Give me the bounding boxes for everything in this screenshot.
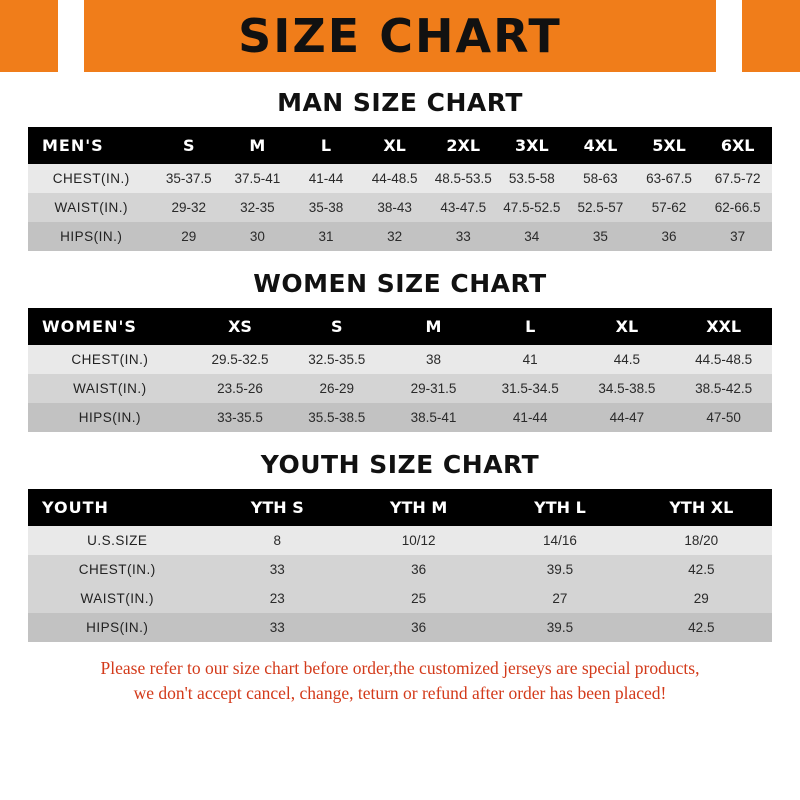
youth-hips-xl: 42.5 bbox=[688, 620, 715, 635]
men-chest-2xl: 48.5-53.5 bbox=[434, 171, 492, 186]
youth-waist-m: 25 bbox=[411, 591, 427, 606]
table-row bbox=[28, 403, 772, 432]
women-chest-xxl: 44.5-48.5 bbox=[695, 352, 753, 367]
women-col-xl: XL bbox=[615, 317, 639, 336]
youth-ussize-m: 10/12 bbox=[401, 533, 436, 548]
men-chest-6xl: 67.5-72 bbox=[714, 171, 761, 186]
women-hips-xl: 44-47 bbox=[609, 410, 645, 425]
header-banner bbox=[0, 0, 800, 72]
men-chest-s: 35-37.5 bbox=[165, 171, 212, 186]
women-row-waist-label: WAIST(IN.) bbox=[73, 381, 147, 396]
table-row bbox=[28, 584, 772, 613]
youth-section-title: YOUTH SIZE CHART bbox=[260, 450, 540, 479]
charts-container bbox=[0, 88, 800, 707]
women-chest-xs: 29.5-32.5 bbox=[211, 352, 269, 367]
women-hips-xs: 33-35.5 bbox=[217, 410, 263, 425]
table-row bbox=[28, 555, 772, 584]
table-row bbox=[28, 526, 772, 555]
men-header-label: MEN'S bbox=[42, 136, 104, 155]
men-col-4xl: 4XL bbox=[583, 136, 618, 155]
men-waist-6xl: 62-66.5 bbox=[714, 200, 761, 215]
table-row bbox=[28, 345, 772, 374]
men-hips-3xl: 34 bbox=[524, 229, 540, 244]
page-title: SIZE CHART bbox=[238, 9, 562, 63]
women-waist-xs: 23.5-26 bbox=[217, 381, 263, 396]
men-col-l: L bbox=[320, 136, 332, 155]
men-col-6xl: 6XL bbox=[720, 136, 755, 155]
women-col-xs: XS bbox=[228, 317, 252, 336]
men-hips-4xl: 35 bbox=[592, 229, 608, 244]
women-chest-xl: 44.5 bbox=[613, 352, 641, 367]
youth-ussize-xl: 18/20 bbox=[684, 533, 719, 548]
youth-waist-xl: 29 bbox=[693, 591, 709, 606]
men-hips-6xl: 37 bbox=[730, 229, 746, 244]
women-hips-m: 38.5-41 bbox=[410, 410, 457, 425]
banner-stripe-left bbox=[58, 0, 84, 72]
table-row bbox=[28, 613, 772, 642]
men-chest-5xl: 63-67.5 bbox=[646, 171, 692, 186]
youth-header-label: YOUTH bbox=[42, 498, 109, 517]
men-chest-xl: 44-48.5 bbox=[371, 171, 418, 186]
men-col-xl: XL bbox=[383, 136, 406, 155]
youth-ussize-l: 14/16 bbox=[543, 533, 577, 548]
footer-line-2: we don't accept cancel, change, teturn or refund after order has been placed! bbox=[133, 683, 667, 704]
women-row-hips-label: HIPS(IN.) bbox=[78, 410, 141, 425]
women-col-l: L bbox=[525, 317, 536, 336]
women-waist-xxl: 38.5-42.5 bbox=[695, 381, 753, 396]
men-hips-m: 30 bbox=[249, 229, 265, 244]
men-row-chest-label: CHEST(IN.) bbox=[52, 171, 130, 186]
youth-col-s: YTH S bbox=[250, 498, 304, 517]
youth-row-chest-label: CHEST(IN.) bbox=[78, 562, 156, 577]
women-chest-l: 41 bbox=[522, 352, 538, 367]
men-waist-m: 32-35 bbox=[240, 200, 275, 215]
women-col-s: S bbox=[330, 317, 343, 336]
men-chest-l: 41-44 bbox=[308, 171, 344, 186]
women-hips-xxl: 47-50 bbox=[706, 410, 741, 425]
banner-stripe-right bbox=[716, 0, 742, 72]
men-chest-m: 37.5-41 bbox=[234, 171, 281, 186]
men-waist-l: 35-38 bbox=[308, 200, 344, 215]
women-col-xxl: XXL bbox=[706, 317, 742, 336]
women-hips-l: 41-44 bbox=[512, 410, 548, 425]
women-col-m: M bbox=[425, 317, 442, 336]
youth-chest-m: 36 bbox=[411, 562, 427, 577]
men-waist-xl: 38-43 bbox=[377, 200, 412, 215]
table-row bbox=[28, 164, 772, 193]
men-chest-4xl: 58-63 bbox=[583, 171, 618, 186]
youth-hips-l: 39.5 bbox=[546, 620, 574, 635]
men-col-3xl: 3XL bbox=[514, 136, 549, 155]
women-row-chest-label: CHEST(IN.) bbox=[71, 352, 149, 367]
youth-row-waist-label: WAIST(IN.) bbox=[80, 591, 155, 606]
table-row bbox=[28, 222, 772, 251]
men-col-2xl: 2XL bbox=[446, 136, 481, 155]
men-col-5xl: 5XL bbox=[652, 136, 686, 155]
women-waist-m: 29-31.5 bbox=[410, 381, 457, 396]
youth-table-header-row bbox=[28, 489, 772, 526]
footer-disclaimer bbox=[28, 656, 772, 707]
youth-hips-s: 33 bbox=[269, 620, 285, 635]
women-chest-m: 38 bbox=[425, 352, 441, 367]
men-col-s: S bbox=[183, 136, 195, 155]
men-row-hips-label: HIPS(IN.) bbox=[60, 229, 123, 244]
men-chest-3xl: 53.5-58 bbox=[508, 171, 555, 186]
women-waist-l: 31.5-34.5 bbox=[501, 381, 559, 396]
youth-row-ussize-label: U.S.SIZE bbox=[87, 533, 148, 548]
women-section-title: WOMEN SIZE CHART bbox=[253, 269, 547, 298]
women-chest-s: 32.5-35.5 bbox=[308, 352, 366, 367]
women-header-label: WOMEN'S bbox=[42, 317, 137, 336]
women-table-header-row bbox=[28, 308, 772, 345]
women-hips-s: 35.5-38.5 bbox=[308, 410, 366, 425]
youth-col-m: YTH M bbox=[389, 498, 448, 517]
men-waist-s: 29-32 bbox=[171, 200, 207, 215]
youth-hips-m: 36 bbox=[411, 620, 427, 635]
youth-chest-s: 33 bbox=[269, 562, 285, 577]
table-row bbox=[28, 193, 772, 222]
men-waist-2xl: 43-47.5 bbox=[440, 200, 487, 215]
women-size-table bbox=[28, 308, 772, 432]
youth-size-table bbox=[28, 489, 772, 642]
men-col-m: M bbox=[249, 136, 266, 155]
women-waist-xl: 34.5-38.5 bbox=[598, 381, 656, 396]
men-hips-l: 31 bbox=[318, 229, 334, 244]
men-waist-5xl: 57-62 bbox=[651, 200, 687, 215]
men-hips-xl: 32 bbox=[387, 229, 403, 244]
men-hips-5xl: 36 bbox=[661, 229, 677, 244]
youth-waist-l: 27 bbox=[552, 591, 568, 606]
youth-waist-s: 23 bbox=[269, 591, 285, 606]
men-row-waist-label: WAIST(IN.) bbox=[54, 200, 128, 215]
men-table-header-row bbox=[28, 127, 772, 164]
men-size-table bbox=[28, 127, 772, 251]
youth-row-hips-label: HIPS(IN.) bbox=[86, 620, 149, 635]
women-waist-s: 26-29 bbox=[319, 381, 355, 396]
men-hips-2xl: 33 bbox=[455, 229, 471, 244]
youth-col-l: YTH L bbox=[534, 498, 586, 517]
youth-chest-l: 39.5 bbox=[546, 562, 574, 577]
footer-line-1: Please refer to our size chart before order,the customized jerseys are special products, bbox=[100, 658, 700, 678]
men-hips-s: 29 bbox=[181, 229, 197, 244]
youth-col-xl: YTH XL bbox=[669, 498, 734, 517]
table-row bbox=[28, 374, 772, 403]
youth-ussize-s: 8 bbox=[273, 533, 281, 548]
men-waist-4xl: 52.5-57 bbox=[577, 200, 624, 215]
men-section-title: MAN SIZE CHART bbox=[277, 88, 523, 117]
men-waist-3xl: 47.5-52.5 bbox=[503, 200, 561, 215]
youth-chest-xl: 42.5 bbox=[688, 562, 715, 577]
